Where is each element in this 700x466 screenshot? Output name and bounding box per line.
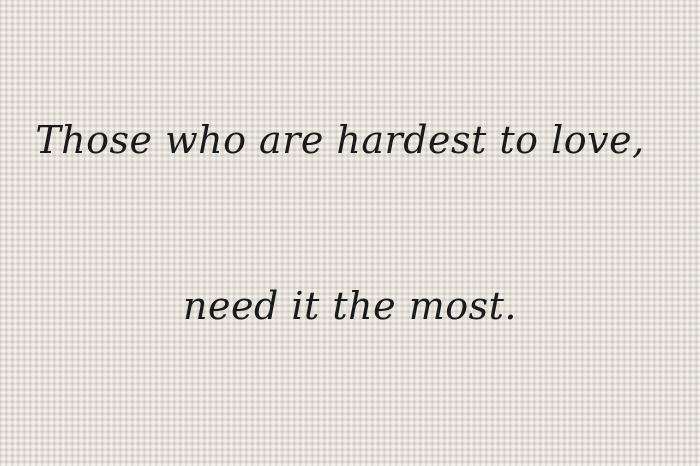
quote-line-2: need it the most. <box>183 284 517 328</box>
quote-line-1: Those who are hardest to love, <box>35 118 645 162</box>
